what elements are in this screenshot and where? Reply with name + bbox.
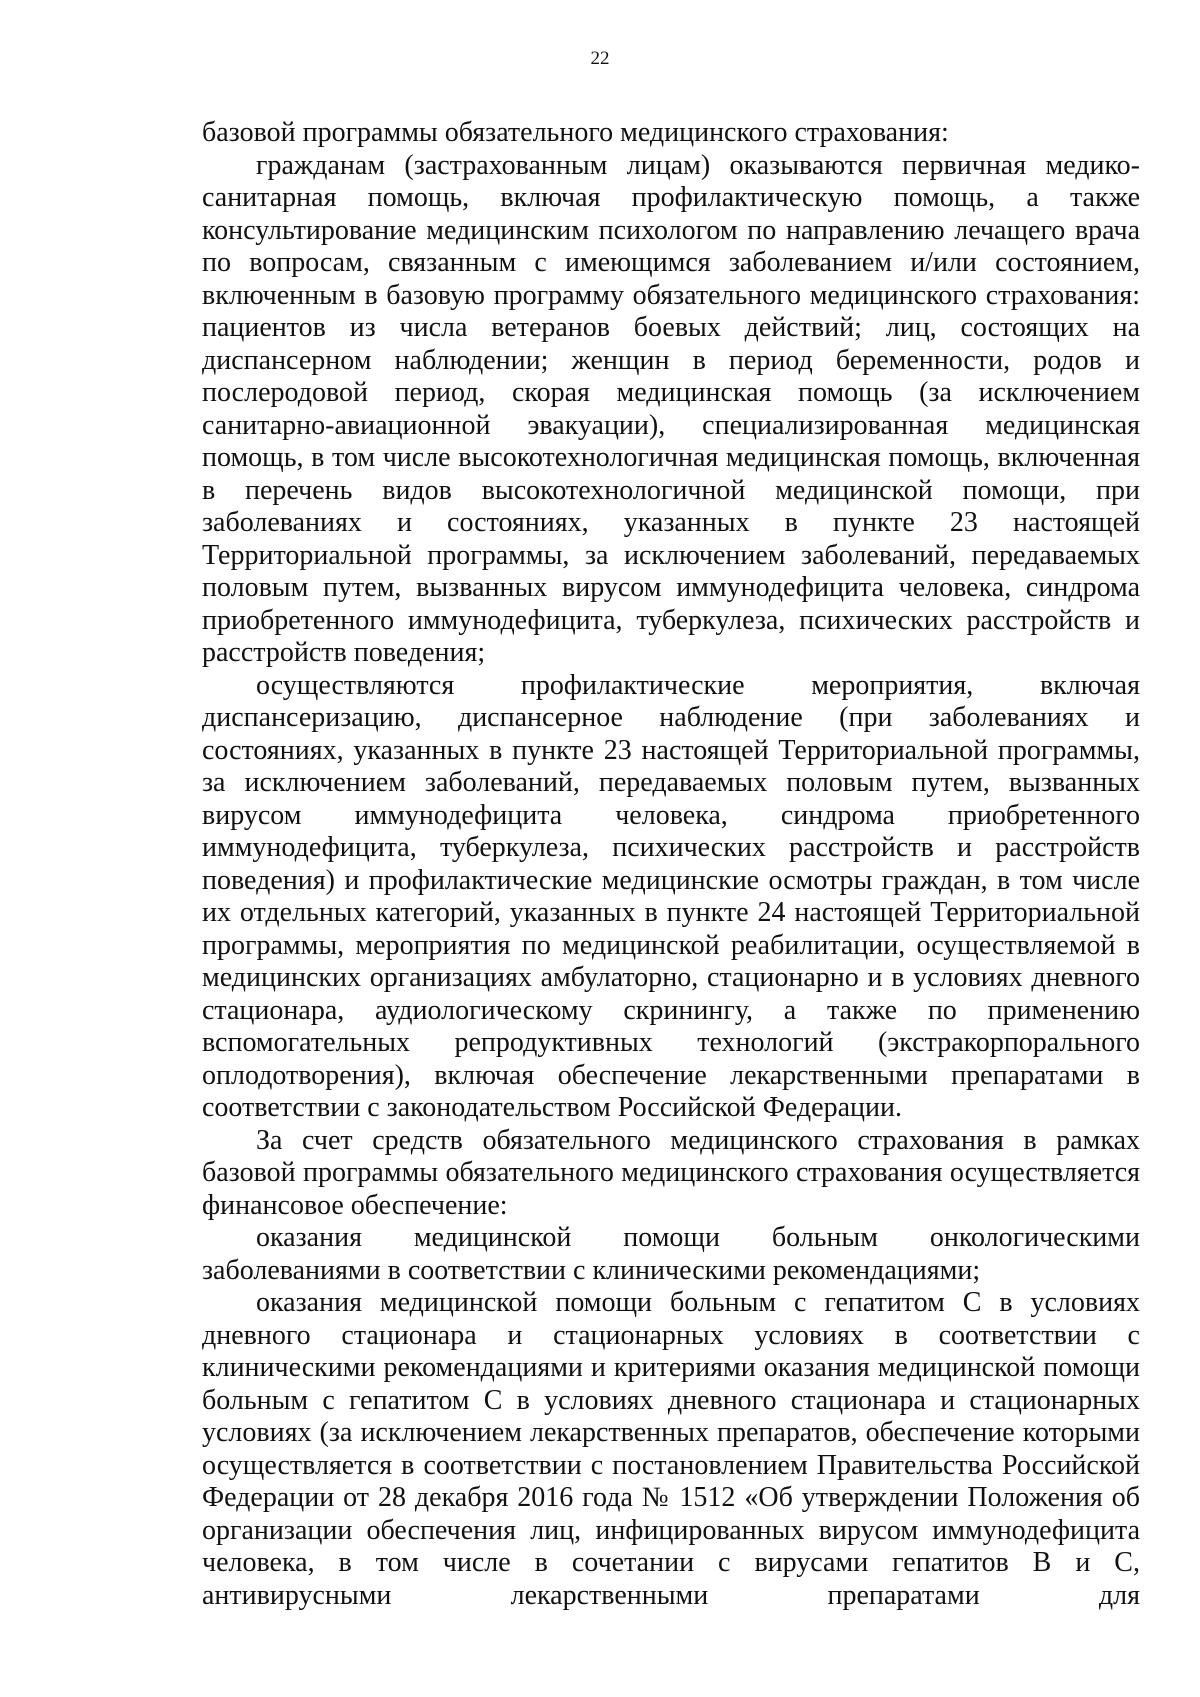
document-body [202, 117, 1140, 1612]
paragraph-oncology: оказания медицинской помощи больным онкологическими заболеваниями в соответствии с клиническими рекомендациями; [202, 1222, 1140, 1286]
paragraph-hepatitis-c: оказания медицинской помощи больным с гепатитом С в условиях дневного стационара и стационарных условиях в соответствии с клиническими рекомендациями и критериями оказания медицинской помощи больным с гепатитом С в условиях дневного стационара и стационарных условиях (за исключением лекарственных препаратов, обеспечение которыми осуществляется в соответствии с постановлением Правительства Российской Федерации от 28 декабря 2016 года № 1512 «Об утверждении Положения об организации обеспечения лиц, инфицированных вирусом иммунодефицита человека, в том числе в сочетании с вирусами гепатитов В и С, антивирусными лекарственными препаратами для [202, 1287, 1140, 1611]
paragraph-preventive-measures: осуществляются профилактические мероприятия, включая диспансеризацию, диспансерное наблюдение (при заболеваниях и состояниях, указанных в пункте 23 настоящей Территориальной программы, за исключением заболеваний, передаваемых половым путем, вызванных вирусом иммунодефицита человека, синдрома приобретенного иммунодефицита, туберкулеза, психических расстройств и расстройств поведения) и профилактические медицинские осмотры граждан, в том числе их отдельных категорий, указанных в пункте 24 настоящей Территориальной программы, мероприятия по медицинской реабилитации, осуществляемой в медицинских организациях амбулаторно, стационарно и в условиях дневного стационара, аудиологическому скринингу, а также по применению вспомогательных репродуктивных технологий (экстракорпорального оплодотворения), включая обеспечение лекарственными препаратами в соответствии с законодательством Российской Федерации. [202, 669, 1140, 1123]
page-number: 22 [590, 48, 610, 69]
paragraph-primary-care: гражданам (застрахованным лицам) оказываются первичная медико-санитарная помощь, включая профилактическую помощь, а также консультирование медицинским психологом по направлению лечащего врача по вопросам, связанным с имеющимся заболеванием и/или состоянием, включенным в базовую программу обязательного медицинского страхования: пациентов из числа ветеранов боевых действий; лиц, состоящих на диспансерном наблюдении; женщин в период беременности, родов и послеродовой период, скорая медицинская помощь (за исключением санитарно-авиационной эвакуации), специализированная медицинская помощь, в том числе высокотехнологичная медицинская помощь, включенная в перечень видов высокотехнологичной медицинской помощи, при заболеваниях и состояниях, указанных в пункте 23 настоящей Территориальной программы, за исключением заболеваний, передаваемых половым путем, вызванных вирусом иммунодефицита человека, синдрома приобретенного иммунодефицита, туберкулеза, психических расстройств и расстройств поведения; [202, 149, 1140, 668]
paragraph-continuation: базовой программы обязательного медицинского страхования: [202, 117, 949, 148]
paragraph-financing-intro: За счет средств обязательного медицинского страхования в рамках базовой программы обязательного медицинского страхования осуществляется финансовое обеспечение: [202, 1124, 1140, 1221]
